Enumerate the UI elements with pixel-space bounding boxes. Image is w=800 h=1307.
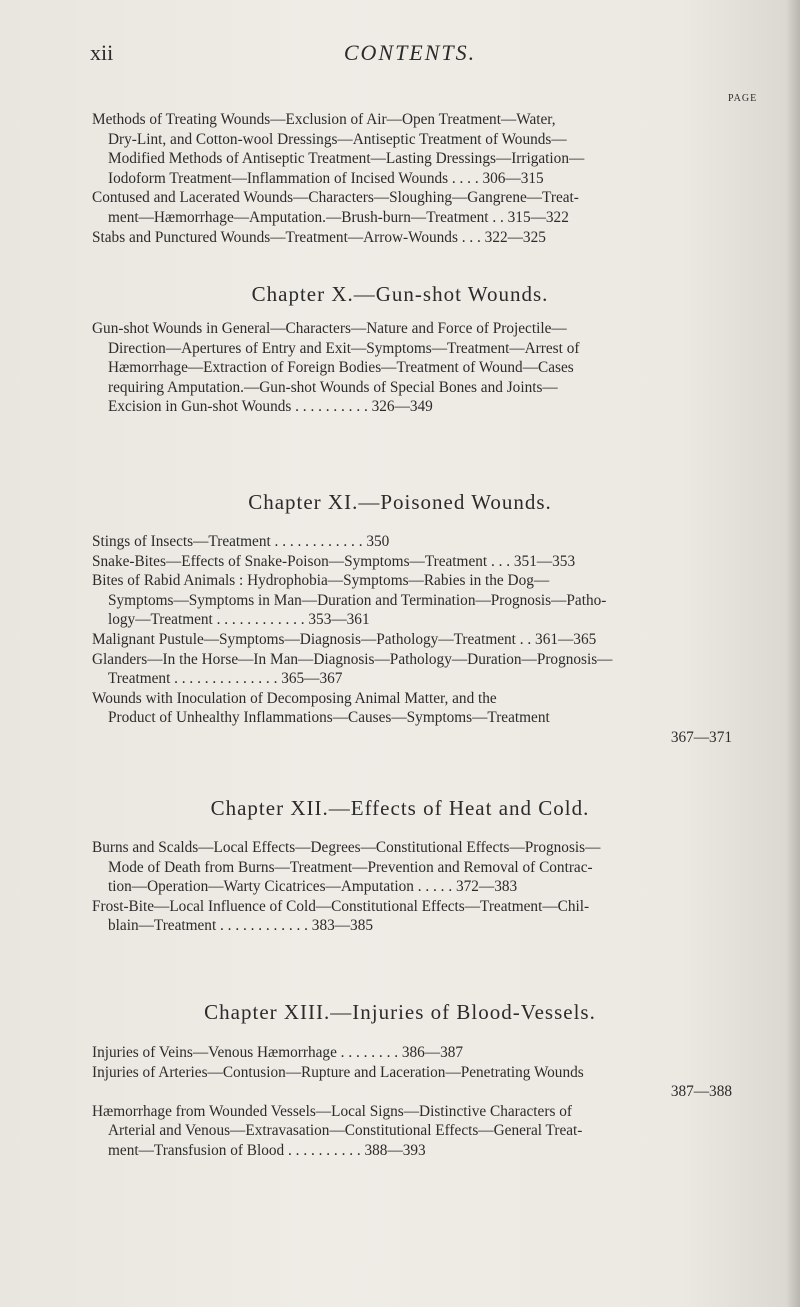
toc-line: Iodoform Treatment—Inflammation of Incised Wounds . . . . 306—315 (108, 169, 544, 187)
chapter-11-entries (92, 532, 732, 748)
toc-line: Malignant Pustule—Symptoms—Diagnosis—Pathology—Treatment . . 361—365 (92, 630, 597, 648)
chapter-heading: Chapter XI.—Poisoned Wounds. (248, 490, 552, 514)
toc-line: requiring Amputation.—Gun-shot Wounds of Special Bones and Joints— (108, 378, 558, 396)
toc-line: Stings of Insects—Treatment . . . . . . . . . . . . 350 (92, 533, 390, 550)
page-edge-shadow (786, 0, 800, 1307)
toc-line: Wounds with Inoculation of Decomposing Animal Matter, and the (92, 689, 497, 707)
toc-line: Glanders—In the Horse—In Man—Diagnosis—Pathology—Duration—Prognosis— (92, 650, 613, 668)
toc-line: Treatment . . . . . . . . . . . . . . 365—367 (108, 670, 343, 688)
chapter-heading: Chapter XIII.—Injuries of Blood-Vessels. (204, 1000, 596, 1024)
toc-line: Symptoms—Symptoms in Man—Duration and Termination—Prognosis—Patho- (108, 591, 607, 609)
toc-line: Mode of Death from Burns—Treatment—Prevention and Removal of Contrac- (108, 858, 593, 876)
toc-line: Dry-Lint, and Cotton-wool Dressings—Antiseptic Treatment of Wounds— (108, 130, 567, 148)
toc-line: Hæmorrhage from Wounded Vessels—Local Signs—Distinctive Characters of (92, 1102, 572, 1120)
toc-line: tion—Operation—Warty Cicatrices—Amputation . . . . . 372—383 (108, 878, 518, 896)
toc-line: Hæmorrhage—Extraction of Foreign Bodies—Treatment of Wound—Cases (108, 359, 574, 377)
chapter-10-entries (92, 319, 732, 417)
toc-line: 387—388 (670, 1083, 732, 1101)
folio-number: xii (90, 40, 114, 65)
toc-line: Methods of Treating Wounds—Exclusion of Air—Open Treatment—Water, (92, 111, 556, 128)
toc-line: Gun-shot Wounds in General—Characters—Nature and Force of Projectile— (92, 320, 567, 337)
toc-line: ment—Transfusion of Blood . . . . . . . . . . 388—393 (108, 1141, 426, 1159)
toc-line: Stabs and Punctured Wounds—Treatment—Arrow-Wounds . . . 322—325 (92, 228, 546, 246)
page-column-label: PAGE (728, 93, 758, 104)
toc-line: Burns and Scalds—Local Effects—Degrees—Constitutional Effects—Prognosis— (92, 839, 601, 856)
toc-line: Injuries of Veins—Venous Hæmorrhage . . . . . . . . 386—387 (92, 1044, 464, 1061)
running-title: CONTENTS. (343, 40, 477, 65)
toc-line: Contused and Lacerated Wounds—Characters—Sloughing—Gangrene—Treat- (92, 189, 579, 207)
toc-line: 367—371 (670, 728, 732, 746)
toc-line: blain—Treatment . . . . . . . . . . . . 383—385 (108, 917, 373, 935)
methods-section (92, 110, 732, 247)
chapter-12-entries (92, 838, 732, 936)
toc-line: logy—Treatment . . . . . . . . . . . . 353—361 (108, 611, 370, 629)
toc-line: Direction—Apertures of Entry and Exit—Symptoms—Treatment—Arrest of (108, 339, 580, 357)
toc-line: ment—Hæmorrhage—Amputation.—Brush-burn—Treatment . . 315—322 (108, 208, 569, 226)
toc-line: Excision in Gun-shot Wounds . . . . . . . . . . 326—349 (108, 398, 433, 416)
toc-line: Bites of Rabid Animals : Hydrophobia—Symptoms—Rabies in the Dog— (92, 572, 550, 590)
chapter-13-entries (92, 1043, 732, 1161)
toc-line: Product of Unhealthy Inflammations—Causes—Symptoms—Treatment (108, 709, 550, 727)
toc-line: Arterial and Venous—Extravasation—Constitutional Effects—General Treat- (108, 1122, 583, 1140)
toc-line: Modified Methods of Antiseptic Treatment—Lasting Dressings—Irrigation— (108, 150, 585, 168)
toc-line: Frost-Bite—Local Influence of Cold—Constitutional Effects—Treatment—Chil- (92, 897, 590, 915)
chapter-heading: Chapter X.—Gun-shot Wounds. (251, 282, 549, 306)
toc-line: Injuries of Arteries—Contusion—Rupture and Laceration—Penetrating Wounds (92, 1063, 584, 1081)
toc-line: Snake-Bites—Effects of Snake-Poison—Symptoms—Treatment . . . 351—353 (92, 552, 576, 570)
chapter-heading: Chapter XII.—Effects of Heat and Cold. (210, 796, 590, 820)
running-head (90, 40, 730, 70)
